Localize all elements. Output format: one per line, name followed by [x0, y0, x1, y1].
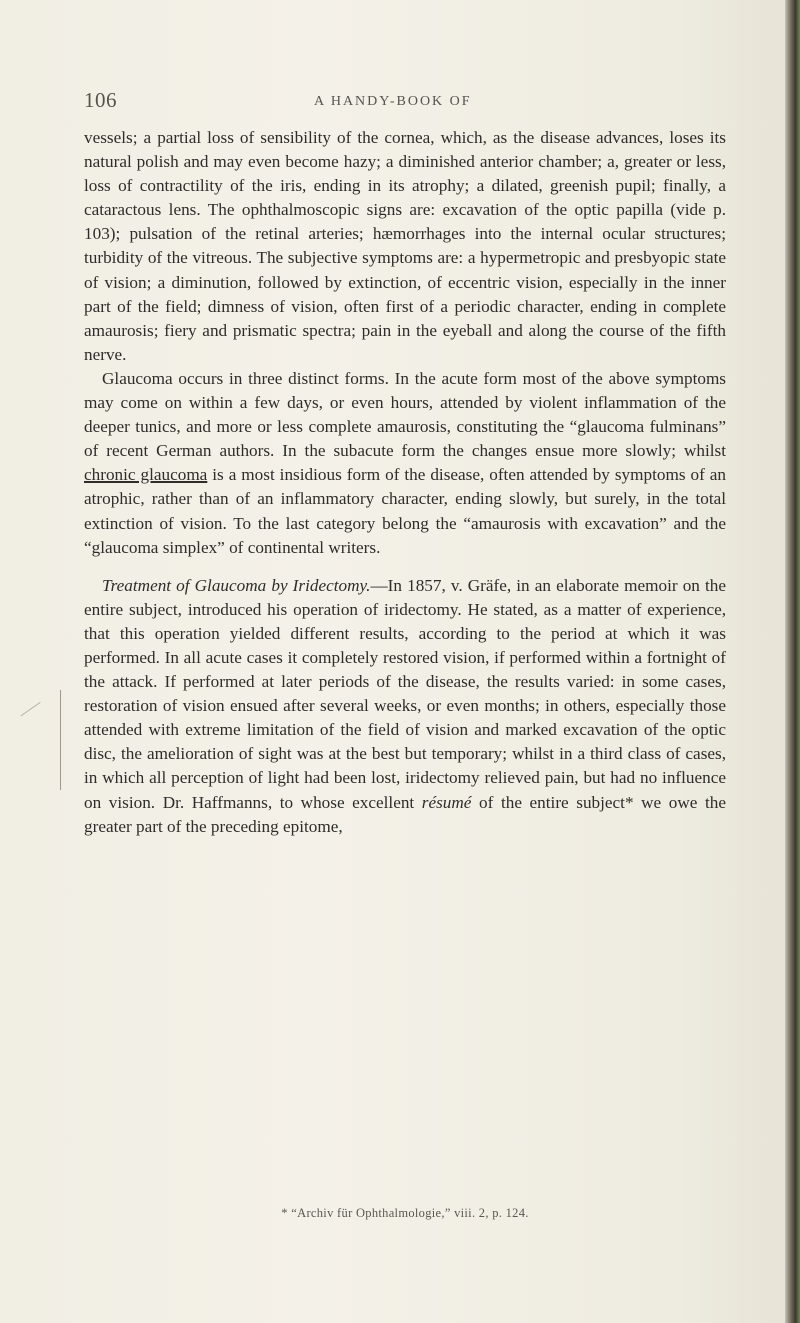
- page-edge-shadow: [785, 0, 800, 1323]
- paragraph-treatment-start: —In 1857, v. Gräfe, in an elaborate memoir on the entire subject, introduced his operation of iridectomy. He stated, as a matter of experience, that this operation yielded different results, according to the period at which it was performed. In all acute cases it completely restored vision, if performed within a fortnight of the attack. If performed at later periods of the disease, the results varied: in some cases, restoration of vision ensued after several weeks, or even months; in others, especially those attended with extreme limitation of the field of vision and marked excavation of the optic disc, the amelioration of sight was at the best but temporary; whilst in a third class of cases, in which all perception of light had been lost, iridectomy relieved pain, but had no influence on vision. Dr. Haffmanns, to whose excellent: [84, 575, 727, 812]
- page-number: 106: [84, 88, 117, 112]
- underlined-phrase: chronic glaucoma: [84, 465, 208, 485]
- paragraph-forms: [84, 367, 726, 560]
- resume-word: résumé: [421, 792, 472, 812]
- paragraph-forms-end: is a most insidious form of the disease, often attended by symptoms of an atrophic, rather than of an inflammatory character, ending slowly, but surely, in the total extinction of vision. To the last category belong the “amaurosis with excavation” and the “glaucoma simplex” of continental writers.: [84, 465, 726, 557]
- margin-pencil-mark: [60, 690, 65, 790]
- paragraph-symptoms: vessels; a partial loss of sensibility of the cornea, which, as the disease advances, loses its natural polish and may even become hazy; a diminished anterior chamber; a, greater or less, loss of contractility of the iris, ending in its atrophy; a dilated, greenish pupil; finally, a cataractous lens. The ophthalmoscopic signs are: excavation of the optic papilla (vide p. 103); pulsation of the retinal arteries; hæmorrhages into the internal ocular structures; turbidity of the vitreous. The subjective symptoms are: a hypermetropic and presbyopic state of vision; a diminution, followed by extinction, of eccentric vision, especially in the inner part of the field; dimness of vision, often first of a periodic character, ending in complete amaurosis; fiery and prismatic spectra; pain in the eyeball and along the course of the fifth nerve.: [84, 128, 726, 364]
- running-head: [84, 88, 724, 118]
- margin-pencil-stroke: [20, 702, 63, 749]
- paragraph-treatment: [84, 574, 726, 839]
- section-heading: Treatment of Glaucoma by Iridectomy.: [102, 575, 371, 595]
- footnote: * “Archiv für Ophthalmologie,” viii. 2, p. 124.: [281, 1206, 529, 1220]
- running-title: A HANDY-BOOK OF: [314, 94, 472, 109]
- paragraph-forms-start: Glaucoma occurs in three distinct forms. In the acute form most of the above symptoms may come on within a few days, or even hours, attended by violent inflammation of the deeper tunics, and more or less complete amaurosis, constituting the “glaucoma fulminans” of recent German authors. In the subacute form the changes ensue more slowly; whilst: [84, 368, 726, 461]
- paragraph-treatment-end: of the entire subject* we owe the greater part of the preceding epitome,: [84, 792, 726, 836]
- body-text: [84, 126, 726, 839]
